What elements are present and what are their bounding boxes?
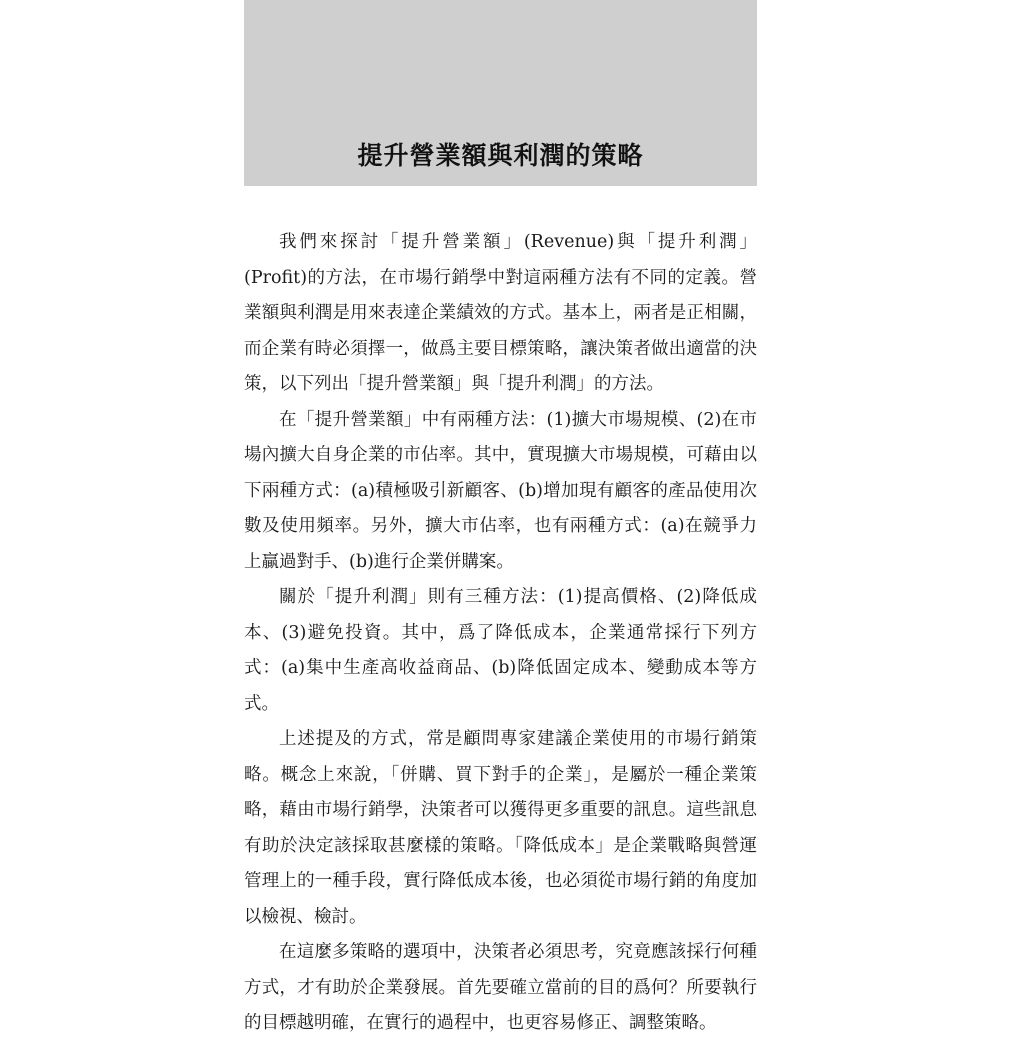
paragraph-decision-making: 在這麼多策略的選項中，決策者必須思考，究竟應該採行何種方式，才有助於企業發展。首先要確立當前的目的爲何？所要執行的目標越明確，在實行的過程中，也更容易修正、調整策略。 [244, 942, 757, 1033]
title-banner [244, 0, 757, 186]
paragraph-revenue-profit-intro: 我們來探討「提升營業額」(Revenue)與「提升利潤」(Profit)的方法，在市場行銷學中對這兩種方法有不同的定義。營業額與利潤是用來表達企業績效的方式。基本上，兩者是正相關，而企業有時必須擇一，做爲主要目標策略，讓決策者做出適當的決策，以下列出「提升營業額」與「提升利潤」的方法。 [244, 232, 757, 394]
paragraph-marketing-strategy: 上述提及的方式，常是顧問專家建議企業使用的市場行銷策略。概念上來說，「併購、買下對手的企業」，是屬於一種企業策略，藉由市場行銷學，決策者可以獲得更多重要的訊息。這些訊息有助於決定該採取甚麼樣的策略。「降低成本」是企業戰略與營運管理上的一種手段，實行降低成本後，也必須從市場行銷的角度加以檢視、檢討。 [244, 729, 757, 927]
page-title: 提升營業額與利潤的策略 [357, 141, 644, 170]
article-body [244, 225, 757, 1042]
paragraph-increase-revenue: 在「提升營業額」中有兩種方法：(1)擴大市場規模、(2)在市場內擴大自身企業的市佔率。其中，實現擴大市場規模，可藉由以下兩種方式：(a)積極吸引新顧客、(b)增加現有顧客的產品使用次數及使用頻率。另外，擴大市佔率，也有兩種方式：(a)在競爭力上贏過對手、(b)進行企業併購案。 [244, 409, 757, 572]
paragraph-increase-profit: 關於「提升利潤」則有三種方法：(1)提高價格、(2)降低成本、(3)避免投資。其中，爲了降低成本，企業通常採行下列方式：(a)集中生產高收益商品、(b)降低固定成本、變動成本等方式。 [244, 587, 757, 714]
